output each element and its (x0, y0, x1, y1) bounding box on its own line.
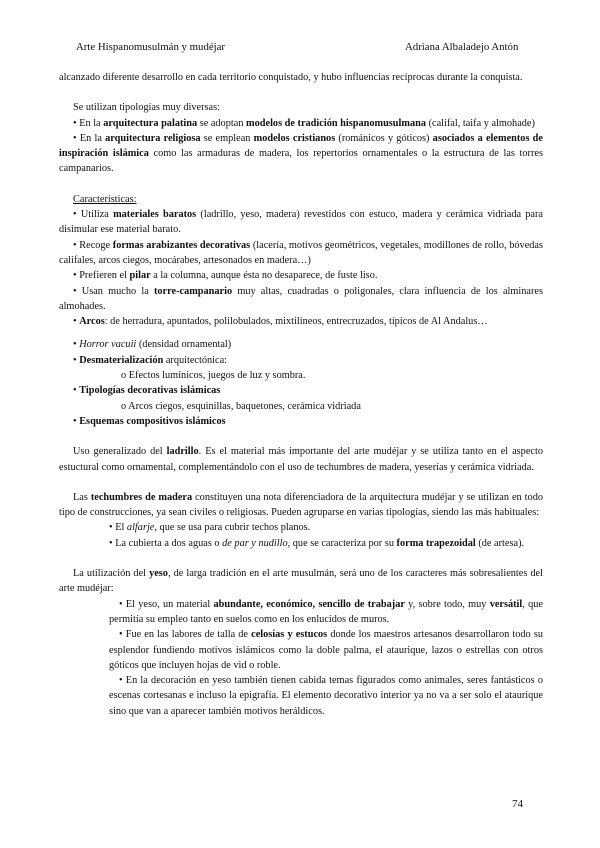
paragraph-techumbres: Las techumbres de madera constituyen una nota diferenciadora de la arquitectura mudéjar y se utilizan en todo tipo de construcciones, ya sean civiles o religiosas. Pueden agruparse en varias tipologías, siendo las más habituales: (59, 491, 543, 519)
ornament-esquemas: • Esquemas compositivos islámicos (73, 415, 226, 427)
typologies-lead: Se utilizan tipologías muy diversas: (73, 102, 220, 114)
typology-palatina: • En la arquitectura palatina se adoptan modelos de tradición hispanomusulmana (califal, taifa y almohade) (73, 117, 535, 129)
paragraph-yeso: La utilización del yeso, de larga tradición en el arte musulmán, será uno de los caracteres más sobresalientes del arte mudéjar: (59, 568, 543, 595)
techumbre-alfarje: • El alfarje, que se usa para cubrir techos planos. (109, 522, 311, 534)
page-number: 74 (512, 798, 523, 810)
ornament-tipologias: • Tipologías decorativas islámicas (73, 385, 221, 397)
typology-religiosa: • En la arquitectura religiosa se emplean modelos cristianos (románicos y góticos) asociados a elementos de inspiración islámica como las armaduras de madera, los repertorios ornamentales o la estructura de las torres campanarios. (59, 132, 543, 175)
yeso-item-material: • El yeso, un material abundante, económico, sencillo de trabajar y, sobre todo, muy versátil, que permitía su empleo tanto en suelos como en los enlucidos de muros. (109, 598, 543, 625)
ornament-tipologias-sub: o Arcos ciegos, esquinillas, baquetones, cerámica vidriada (121, 400, 361, 412)
header-author: Adriana Albaladejo Antón (405, 41, 519, 53)
intro-continuation: alcanzado diferente desarrollo en cada territorio conquistado, y hubo influencias recíprocas durante la conquista. (59, 72, 523, 83)
feature-pilar: • Prefieren el pilar a la columna, aunque ésta no desaparece, de fuste liso. (73, 270, 378, 282)
ornament-horror-vacui: • Horror vacuii (densidad ornamental) (73, 339, 232, 351)
ornament-desmaterializacion-sub: o Efectos lumínicos, juegos de luz y sombra. (121, 370, 306, 382)
yeso-item-decoracion: • En la decoración en yeso también tienen cabida temas figurados como animales, seres fantásticos o escenas cortesanas e incluso la epigrafía. El elemento decorativo interior ya no va a ser solo el ataurique sino que van a aparecer también motivos heráldicos. (109, 675, 543, 717)
page-body (59, 70, 543, 719)
ornament-desmaterializacion: • Desmaterialización arquitectónica: (73, 354, 228, 366)
paragraph-ladrillo: Uso generalizado del ladrillo. Es el material más importante del arte mudéjar y se utiliza tanto en el aspecto estuctural como ornamental, complementándolo con el uso de techumbres de madera, yeserías y cerámica vidriada. (59, 446, 543, 473)
yeso-item-celosias: • Fue en las labores de talla de celosías y estucos donde los maestros artesanos desarrollaron todo su esplendor fundiendo motivos islámicos como la doble palma, el ataurique, lazos o estrellas con otros góticos que incluyen hojas de vid o roble. (109, 629, 543, 671)
feature-arcos: • Arcos: de herradura, apuntados, polilobulados, mixtilíneos, entrecruzados, típicos de Al Andalus… (73, 316, 488, 328)
header-course-title: Arte Hispanomusulmán y mudéjar (76, 41, 226, 53)
techumbre-par-y-nudillo: • La cubierta a dos aguas o de par y nudillo, que se caracteriza por su forma trapezoidal (de artesa). (109, 537, 525, 549)
features-heading: Características: (73, 193, 137, 205)
feature-torre: • Usan mucho la torre-campanario muy altas, cuadradas o poligonales, clara influencia de los alminares almohades. (59, 285, 544, 312)
feature-formas: • Recoge formas arabizantes decorativas (lacería, motivos geométricos, vegetales, modillones de rollo, bóvedas califales, arcos ciegos, mocárabes, artesonados en madera…) (59, 239, 543, 266)
feature-materiales: • Utiliza materiales baratos (ladrillo, yeso, madera) revestidos con estuco, madera y cerámica vidriada para disimular ese material barato. (59, 209, 543, 236)
